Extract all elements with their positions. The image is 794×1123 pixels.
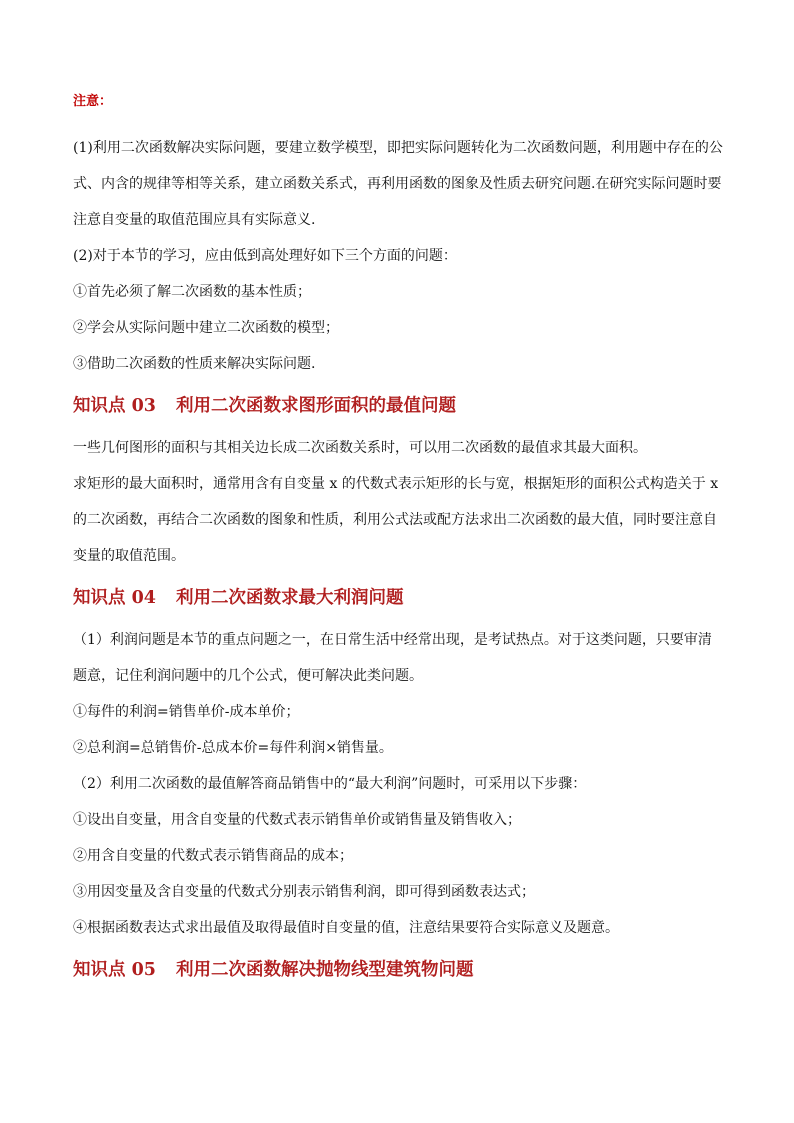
note-paragraph-2: (2)对于本节的学习，应由低到高处理好如下三个方面的问题：	[73, 248, 457, 264]
document-page	[73, 92, 723, 994]
kp04-step-1: ①设出自变量，用含自变量的代数式表示销售单价或销售量及销售收入；	[73, 812, 521, 828]
section-title: 利用二次函数求图形面积的最值问题	[175, 396, 456, 416]
kp04-formula-2: ②总利润=总销售价-总成本价=每件利润×销售量。	[73, 740, 393, 756]
section-heading-kp04	[73, 574, 723, 622]
section-number: 知识点 05	[73, 960, 156, 980]
kp04-paragraph-1: （1）利润问题是本节的重点问题之一，在日常生活中经常出现，是考试热点。对于这类问题，只要审清题意，记住利润问题中的几个公式，便可解决此类问题。	[73, 632, 712, 684]
kp04-paragraph-2: （2）利用二次函数的最值解答商品销售中的“最大利润”问题时，可采用以下步骤：	[73, 776, 587, 792]
kp04-step-2: ②用含自变量的代数式表示销售商品的成本；	[73, 848, 353, 864]
note-label: 注意：	[73, 94, 113, 109]
section-title: 利用二次函数求最大利润问题	[175, 588, 404, 608]
section-number: 知识点 03	[73, 396, 156, 416]
kp04-formula-1: ①每件的利润=销售单价-成本单价；	[73, 704, 300, 720]
section-heading-kp03	[73, 382, 723, 430]
section-heading-kp05	[73, 946, 723, 994]
note-paragraph-1: (1)利用二次函数解决实际问题，要建立数学模型，即把实际问题转化为二次函数问题，利用题中存在的公式、内含的规律等相等关系，建立函数关系式，再利用函数的图象及性质去研究问题.在研究实际问题时要注意自变量的取值范围应具有实际意义.	[73, 140, 723, 228]
kp03-paragraph-1: 一些几何图形的面积与其相关边长成二次函数关系时，可以用二次函数的最值求其最大面积。	[73, 440, 647, 456]
kp03-paragraph-2: 求矩形的最大面积时，通常用含有自变量 x 的代数式表示矩形的长与宽，根据矩形的面积公式构造关于 x 的二次函数，再结合二次函数的图象和性质，利用公式法或配方法求出二次函数的最大值，同时要注意自变量的取值范围。	[73, 476, 719, 564]
note-item-2: ②学会从实际问题中建立二次函数的模型；	[73, 320, 339, 336]
note-item-3: ③借助二次函数的性质来解决实际问题.	[73, 356, 316, 372]
note-item-1: ①首先必须了解二次函数的基本性质；	[73, 284, 311, 300]
section-title: 利用二次函数解决抛物线型建筑物问题	[175, 960, 474, 980]
kp04-step-4: ④根据函数表达式求出最值及取得最值时自变量的值，注意结果要符合实际意义及题意。	[73, 920, 619, 936]
section-number: 知识点 04	[73, 588, 156, 608]
kp04-step-3: ③用因变量及含自变量的代数式分别表示销售利润，即可得到函数表达式；	[73, 884, 535, 900]
